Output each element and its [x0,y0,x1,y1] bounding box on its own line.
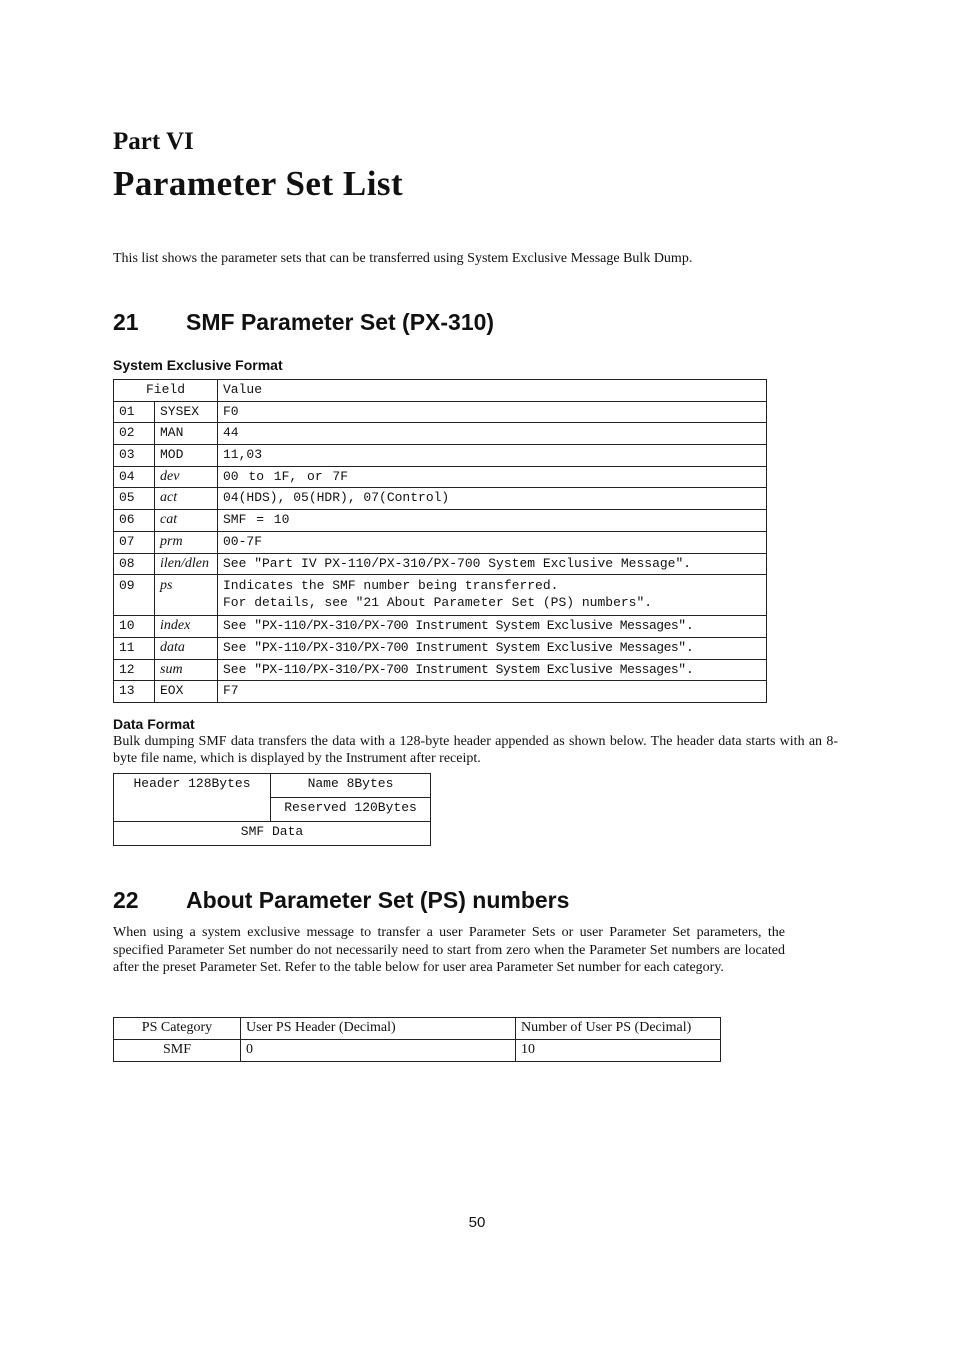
row-number: 02 [114,423,155,445]
table-header-row [114,380,767,402]
row-number: 06 [114,510,155,532]
row-value [218,616,767,638]
row-field: data [155,637,218,659]
table-row [114,510,767,532]
row-field: prm [155,531,218,553]
table-row [114,1040,721,1062]
row-value: 00-7F [218,531,767,553]
table-row [114,616,767,638]
table-row [114,575,767,616]
col-header: User PS Header (Decimal) [241,1018,516,1040]
value-suffix: ". [678,639,694,655]
row-value: See "Part IV PX-110/PX-310/PX-700 System Exclusive Message". [218,553,767,575]
row-number: 09 [114,575,155,616]
header-layout-table [113,773,431,846]
section-22-heading [113,887,569,914]
row-value [218,575,767,616]
intro-paragraph: This list shows the parameter sets that can be transferred using System Exclusive Message Bulk Dump. [113,251,693,266]
section-22-title: About Parameter Set (PS) numbers [186,887,570,913]
data-format-heading: Data Format [113,716,195,732]
part-label: Part VI [113,128,194,155]
row-value-line-1: Indicates the SMF number being transferred. [223,578,559,594]
row-number: 08 [114,553,155,575]
row-field: dev [155,466,218,488]
section-21-heading [113,309,494,336]
data-format-paragraph: Bulk dumping SMF data transfers the data with a 128-byte header appended as shown below. The header data starts with an 8-byte file name, which is displayed by the Instrument after receipt. [113,734,838,766]
row-field: EOX [155,681,218,703]
row-number: 01 [114,401,155,423]
header-value: Value [218,380,767,402]
table-row [114,423,767,445]
row-value-line-2: For details, see "21 About Parameter Set (PS) numbers". [223,595,653,611]
value-prefix: See " [223,639,263,655]
row-field: MOD [155,445,218,467]
table-row [114,553,767,575]
row-field: ps [155,575,218,616]
table-row [114,637,767,659]
row-number: 05 [114,488,155,510]
table-row [114,401,767,423]
name-cell: Name 8Bytes [271,774,431,798]
section-22-number: 22 [113,887,139,913]
reserved-cell: Reserved 120Bytes [271,798,431,822]
row-number: 07 [114,531,155,553]
row-value [218,659,767,681]
table-row [114,531,767,553]
row-field: sum [155,659,218,681]
row-value: 44 [218,423,767,445]
row-field: SYSEX [155,401,218,423]
sysex-format-heading: System Exclusive Format [113,357,283,373]
header-field: Field [114,380,218,402]
row-value [218,637,767,659]
row-number: 03 [114,445,155,467]
smf-data-cell: SMF Data [114,822,431,846]
table-row [114,681,767,703]
row-number: 11 [114,637,155,659]
row-value: SMF = 10 [218,510,767,532]
row-field: act [155,488,218,510]
sysex-format-table [113,379,767,703]
row-number: 13 [114,681,155,703]
value-reference: PX-110/PX-310/PX-700 Instrument System Exclusive Messages [262,618,679,634]
row-field: cat [155,510,218,532]
row-field: ilen/dlen [155,553,218,575]
row-number: 12 [114,659,155,681]
row-number: 04 [114,466,155,488]
row-value: F7 [218,681,767,703]
row-value: 11,03 [218,445,767,467]
col-header: Number of User PS (Decimal) [516,1018,721,1040]
value-prefix: See " [223,618,263,634]
page-number: 50 [468,1214,486,1231]
col-header: PS Category [114,1018,241,1040]
value-suffix: ". [678,618,694,634]
row-field: index [155,616,218,638]
row-number: 10 [114,616,155,638]
table-row [114,488,767,510]
section-21-title: SMF Parameter Set (PX-310) [186,309,495,335]
section-21-number: 21 [113,309,139,335]
table-row [114,774,431,798]
row-value: 04(HDS), 05(HDR), 07(Control) [218,488,767,510]
cell-category: SMF [114,1040,241,1062]
page-title: Parameter Set List [113,164,404,203]
value-reference: PX-110/PX-310/PX-700 Instrument System Exclusive Messages [262,661,679,677]
table-row [114,445,767,467]
ps-numbers-paragraph: When using a system exclusive message to transfer a user Parameter Sets or user Parameter Set parameters, the specified Parameter Set number do not necessarily need to start from zero when the Parameter Set numbers are located after the preset Parameter Set. Refer to the table below for user area Parameter Set number for each category. [113,925,785,975]
table-row [114,822,431,846]
cell-user-ps-header: 0 [241,1040,516,1062]
table-row [114,466,767,488]
value-reference: PX-110/PX-310/PX-700 Instrument System Exclusive Messages [262,639,679,655]
value-suffix: ". [678,661,694,677]
table-header-row [114,1018,721,1040]
header-cell: Header 128Bytes [114,774,271,822]
ps-numbers-table [113,1017,721,1062]
table-row [114,659,767,681]
row-field: MAN [155,423,218,445]
cell-number-of-user-ps: 10 [516,1040,721,1062]
row-value: 00 to 1F, or 7F [218,466,767,488]
value-prefix: See " [223,661,263,677]
row-value: F0 [218,401,767,423]
